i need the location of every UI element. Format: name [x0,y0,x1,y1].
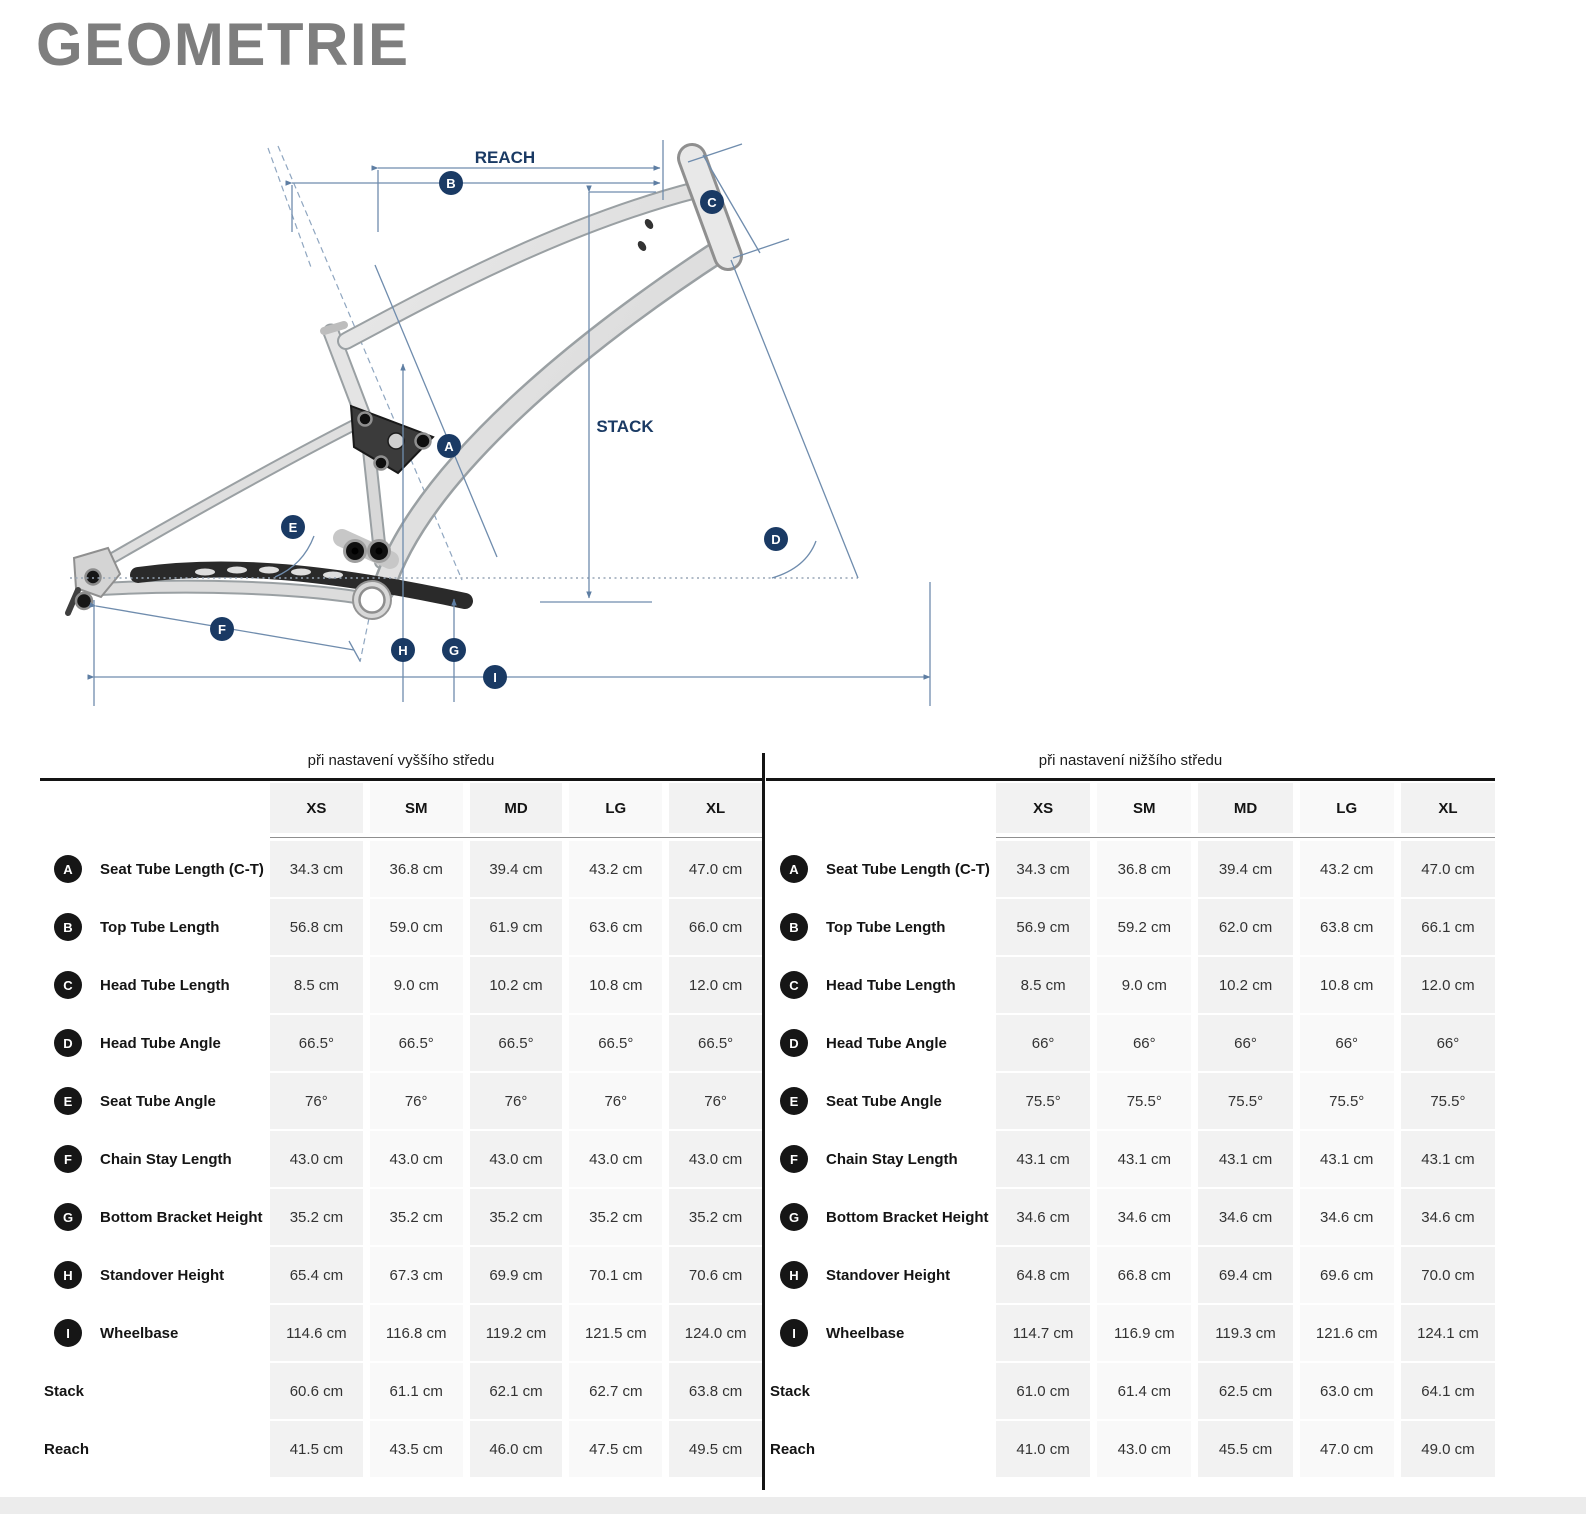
row-letter-badge: H [780,1261,808,1289]
table-cell: 62.1 cm [470,1363,563,1419]
row-letter-badge: G [54,1203,82,1231]
table-cell: 61.9 cm [470,899,563,955]
row-label-cell [40,957,263,1013]
size-header-row [766,783,1495,833]
row-label-cell [766,1015,989,1071]
table-cell: 9.0 cm [1097,957,1191,1013]
table-cell: 63.8 cm [669,1363,762,1419]
table-row [766,1247,1495,1303]
geometry-table-low-bb [766,752,1495,1477]
table-cell: 66.5° [669,1015,762,1071]
size-column-header: LG [1300,783,1394,833]
table-cell: 75.5° [1300,1073,1394,1129]
size-column-header: SM [370,783,463,833]
table-cell: 76° [569,1073,662,1129]
row-label: Standover Height [100,1266,225,1284]
table-cell: 43.0 cm [470,1131,563,1187]
header-spacer [40,783,263,833]
row-label-cell [40,1363,263,1419]
row-letter-badge: D [54,1029,82,1057]
row-label: Seat Tube Length (C-T) [100,860,264,878]
table-cell: 43.1 cm [996,1131,1090,1187]
table-cell: 63.8 cm [1300,899,1394,955]
row-label-cell [766,1247,989,1303]
row-label: Chain Stay Length [100,1150,232,1168]
table-cell: 114.6 cm [270,1305,363,1361]
row-letter-badge: A [780,855,808,883]
table-cell: 69.4 cm [1198,1247,1292,1303]
row-label: Stack [44,1382,85,1400]
table-cell: 75.5° [1198,1073,1292,1129]
table-cell: 39.4 cm [470,841,563,897]
table-cell: 121.5 cm [569,1305,662,1361]
row-label: Head Tube Angle [100,1034,221,1052]
table-cell: 43.0 cm [569,1131,662,1187]
row-letter-badge: I [54,1319,82,1347]
table-cell: 66.5° [470,1015,563,1071]
label-badge-g [442,638,466,662]
table-cell: 62.7 cm [569,1363,662,1419]
table-cell: 8.5 cm [996,957,1090,1013]
table-cell: 10.8 cm [1300,957,1394,1013]
reach-label: REACH [474,148,536,167]
table-cell: 66° [1300,1015,1394,1071]
table-cell: 66.5° [370,1015,463,1071]
header-rule [270,837,762,838]
size-header-row [40,783,762,833]
table-cell: 41.5 cm [270,1421,363,1477]
table-caption: při nastavení nižšího středu [1038,752,1223,769]
label-badge-h [391,638,415,662]
row-label-cell [40,1247,263,1303]
table-cell: 66.5° [270,1015,363,1071]
table-cell: 70.0 cm [1401,1247,1495,1303]
label-badge-i [483,665,507,689]
frame-geometry-diagram [0,0,1586,740]
table-cell: 116.9 cm [1097,1305,1191,1361]
label-badge-a [437,434,461,458]
bike-frame [68,158,728,619]
cable-ports [636,217,655,252]
table-row [40,1363,762,1419]
table-body [766,841,1495,1477]
row-label-cell [766,1421,989,1477]
row-label: Top Tube Length [826,918,946,936]
table-cell: 34.6 cm [1300,1189,1394,1245]
size-column-header: MD [1198,783,1292,833]
row-label-cell [766,1305,989,1361]
svg-text:D: D [771,532,781,547]
size-column-header: SM [1097,783,1191,833]
table-row [40,1247,762,1303]
table-row [766,1015,1495,1071]
row-label-cell [40,899,263,955]
table-body [40,841,762,1477]
table-cell: 47.0 cm [1401,841,1495,897]
table-cell: 9.0 cm [370,957,463,1013]
table-cell: 65.4 cm [270,1247,363,1303]
table-row [40,1421,762,1477]
table-cell: 39.4 cm [1198,841,1292,897]
table-cell: 116.8 cm [370,1305,463,1361]
row-letter-badge: B [780,913,808,941]
row-label-cell [766,957,989,1013]
row-letter-badge: B [54,913,82,941]
table-cell: 75.5° [1097,1073,1191,1129]
svg-text:H: H [398,643,408,658]
table-cell: 35.2 cm [470,1189,563,1245]
row-label: Chain Stay Length [826,1150,958,1168]
table-cell: 75.5° [996,1073,1090,1129]
row-label: Stack [770,1382,811,1400]
table-cell: 47.5 cm [569,1421,662,1477]
table-cell: 47.0 cm [669,841,762,897]
table-row [40,899,762,955]
table-row [40,1015,762,1071]
table-cell: 46.0 cm [470,1421,563,1477]
row-letter-badge: G [780,1203,808,1231]
table-caption: při nastavení vyššího středu [307,752,495,769]
table-cell: 66.8 cm [1097,1247,1191,1303]
row-label: Wheelbase [100,1324,179,1342]
table-row [766,1363,1495,1419]
label-badge-d [764,527,788,551]
svg-text:B: B [446,176,456,191]
row-label: Seat Tube Length (C-T) [826,860,990,878]
table-cell: 69.6 cm [1300,1247,1394,1303]
row-label: Standover Height [826,1266,951,1284]
table-cell: 49.0 cm [1401,1421,1495,1477]
table-cell: 10.2 cm [1198,957,1292,1013]
table-cell: 66.0 cm [669,899,762,955]
row-letter-badge: F [780,1145,808,1173]
table-cell: 45.5 cm [1198,1421,1292,1477]
table-cell: 119.2 cm [470,1305,563,1361]
table-cell: 64.8 cm [996,1247,1090,1303]
row-label-cell [766,841,989,897]
table-cell: 35.2 cm [370,1189,463,1245]
row-label: Top Tube Length [100,918,220,936]
tables-divider [762,753,765,1490]
table-cell: 43.1 cm [1198,1131,1292,1187]
table-cell: 36.8 cm [370,841,463,897]
table-row [40,1305,762,1361]
table-cell: 66° [996,1015,1090,1071]
row-label-cell [40,841,263,897]
stack-label: STACK [596,417,654,436]
row-label-cell [40,1421,263,1477]
table-cell: 12.0 cm [669,957,762,1013]
table-cell: 67.3 cm [370,1247,463,1303]
row-letter-badge: H [54,1261,82,1289]
table-row [40,1073,762,1129]
table-cell: 66.1 cm [1401,899,1495,955]
row-letter-badge: D [780,1029,808,1057]
table-cell: 35.2 cm [569,1189,662,1245]
table-cell: 43.0 cm [370,1131,463,1187]
header-spacer [766,783,989,833]
row-label-cell [40,1131,263,1187]
row-label-cell [40,1015,263,1071]
row-label-cell [766,1073,989,1129]
size-column-header: XL [669,783,762,833]
table-cell: 56.9 cm [996,899,1090,955]
table-cell: 64.1 cm [1401,1363,1495,1419]
geometry-table-high-bb [40,752,762,1477]
table-cell: 8.5 cm [270,957,363,1013]
row-label: Seat Tube Angle [826,1092,942,1110]
row-letter-badge: I [780,1319,808,1347]
table-cell: 66.5° [569,1015,662,1071]
head-axis-extension [731,260,858,578]
table-cell: 61.0 cm [996,1363,1090,1419]
table-cell: 43.1 cm [1097,1131,1191,1187]
row-label: Bottom Bracket Height [826,1208,989,1226]
row-letter-badge: F [54,1145,82,1173]
table-cell: 121.6 cm [1300,1305,1394,1361]
table-cell: 34.3 cm [996,841,1090,897]
label-badge-b [439,171,463,195]
table-cell: 10.8 cm [569,957,662,1013]
table-row [40,1131,762,1187]
label-badge-e [281,515,305,539]
svg-text:E: E [288,520,298,535]
table-cell: 66° [1401,1015,1495,1071]
table-cell: 66° [1198,1015,1292,1071]
table-cell: 75.5° [1401,1073,1495,1129]
table-row [766,1305,1495,1361]
table-cell: 59.2 cm [1097,899,1191,955]
table-row [766,1073,1495,1129]
table-row [40,841,762,897]
table-cell: 69.9 cm [470,1247,563,1303]
table-cell: 70.6 cm [669,1247,762,1303]
table-cell: 34.3 cm [270,841,363,897]
table-cell: 43.1 cm [1300,1131,1394,1187]
row-label-cell [40,1305,263,1361]
table-cell: 43.2 cm [1300,841,1394,897]
table-row [766,1421,1495,1477]
size-column-header: LG [569,783,662,833]
row-label: Bottom Bracket Height [100,1208,263,1226]
table-cell: 114.7 cm [996,1305,1090,1361]
size-column-header: XS [270,783,363,833]
table-cell: 43.5 cm [370,1421,463,1477]
table-cell: 43.2 cm [569,841,662,897]
table-cell: 124.1 cm [1401,1305,1495,1361]
table-cell: 34.6 cm [1401,1189,1495,1245]
table-cell: 76° [270,1073,363,1129]
row-label: Wheelbase [826,1324,905,1342]
svg-text:F: F [218,622,226,637]
row-label-cell [766,899,989,955]
row-letter-badge: C [54,971,82,999]
table-cell: 60.6 cm [270,1363,363,1419]
size-column-header: XL [1401,783,1495,833]
size-column-header: MD [470,783,563,833]
table-cell: 66° [1097,1015,1191,1071]
table-row [766,1131,1495,1187]
row-label-cell [766,1363,989,1419]
table-cell: 35.2 cm [669,1189,762,1245]
table-cell: 124.0 cm [669,1305,762,1361]
table-cell: 61.4 cm [1097,1363,1191,1419]
table-row [766,957,1495,1013]
row-label: Reach [770,1440,816,1458]
table-cell: 35.2 cm [270,1189,363,1245]
table-row [40,1189,762,1245]
table-cell: 49.5 cm [669,1421,762,1477]
svg-text:C: C [707,195,717,210]
table-cell: 62.5 cm [1198,1363,1292,1419]
row-letter-badge: A [54,855,82,883]
row-label-cell [766,1131,989,1187]
svg-text:A: A [444,439,454,454]
table-cell: 34.6 cm [1097,1189,1191,1245]
table-row [40,957,762,1013]
table-row [766,841,1495,897]
table-cell: 43.1 cm [1401,1131,1495,1187]
label-badge-f [210,617,234,641]
row-label: Head Tube Length [100,976,230,994]
row-letter-badge: E [54,1087,82,1115]
table-cell: 76° [370,1073,463,1129]
table-cell: 59.0 cm [370,899,463,955]
next-section-divider [0,1497,1586,1514]
rear-shock [342,538,390,562]
table-cell: 41.0 cm [996,1421,1090,1477]
table-cell: 62.0 cm [1198,899,1292,955]
table-cell: 47.0 cm [1300,1421,1394,1477]
svg-text:G: G [448,643,460,658]
table-cell: 10.2 cm [470,957,563,1013]
table-cell: 34.6 cm [1198,1189,1292,1245]
table-cell: 43.0 cm [270,1131,363,1187]
row-label-cell [40,1189,263,1245]
table-cell: 76° [470,1073,563,1129]
row-label: Head Tube Angle [826,1034,947,1052]
bottom-bracket [353,581,391,619]
table-cell: 63.0 cm [1300,1363,1394,1419]
row-label-cell [766,1189,989,1245]
svg-text:I: I [493,670,497,685]
table-row [766,1189,1495,1245]
row-label: Reach [44,1440,90,1458]
table-cell: 36.8 cm [1097,841,1191,897]
row-label-cell [40,1073,263,1129]
page-title: GEOMETRIE [36,11,410,78]
size-column-header: XS [996,783,1090,833]
table-cell: 70.1 cm [569,1247,662,1303]
table-cell: 119.3 cm [1198,1305,1292,1361]
table-cell: 76° [669,1073,762,1129]
table-cell: 12.0 cm [1401,957,1495,1013]
table-cell: 56.8 cm [270,899,363,955]
row-letter-badge: C [780,971,808,999]
table-cell: 43.0 cm [1097,1421,1191,1477]
label-badge-c [700,190,724,214]
table-row [766,899,1495,955]
table-cell: 63.6 cm [569,899,662,955]
table-cell: 43.0 cm [669,1131,762,1187]
row-label: Seat Tube Angle [100,1092,216,1110]
header-rule [996,837,1495,838]
row-letter-badge: E [780,1087,808,1115]
row-label: Head Tube Length [826,976,956,994]
table-cell: 61.1 cm [370,1363,463,1419]
table-cell: 34.6 cm [996,1189,1090,1245]
